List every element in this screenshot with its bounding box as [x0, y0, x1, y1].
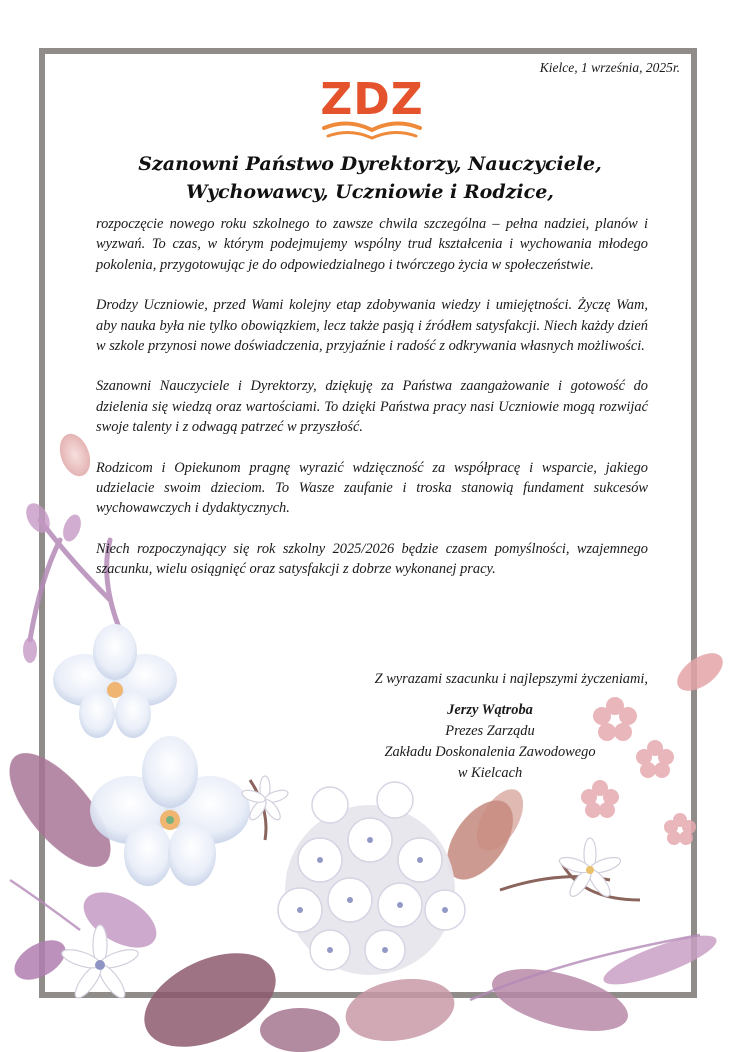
closing-line: Z wyrazami szacunku i najlepszymi życzeniami,: [374, 671, 648, 687]
logo-text: ZDZ: [320, 74, 424, 125]
paragraph-1: rozpoczęcie nowego roku szkolnego to zawsze chwila szczególna – pełna nadziei, planów i wyzwań. To czas, w którym podejmujemy wspólny trud kształcenia i wychowania młodego pokolenia, przygotowując je do odpowiedzialnego i twórczego życia w społeczeństwie.: [96, 216, 648, 273]
greeting: [120, 150, 620, 206]
paragraph-3: Szanowni Nauczyciele i Dyrektorzy, dziękuję za Państwa zaangażowanie i gotowość do dzielenia się wiedzą oraz wartościami. To dzięki Państwa pracy nasi Uczniowie mogą rozwijać swoje talenty i z odwagą patrzeć w przyszłość.: [96, 378, 648, 436]
zdz-logo: [318, 74, 426, 146]
signatory-organization: Zakładu Doskonalenia Zawodowego: [384, 744, 596, 760]
greeting-line-1: Szanowni Państwo Dyrektorzy, Nauczyciele,: [138, 153, 602, 175]
greeting-line-2: Wychowawcy, Uczniowie i Rodzice,: [186, 181, 554, 203]
paragraph-4: Rodzicom i Opiekunom pragnę wyrazić wdzięczność za współpracę i wsparcie, jakiego udzielacie swoim dzieciom. To Wasze zaufanie i troska stanowią fundament sukcesów wychowawczych i dydaktycznych.: [96, 459, 648, 517]
letter-body: [96, 214, 648, 600]
date-place: Kielce, 1 września, 2025r.: [539, 60, 680, 75]
paragraph-5: Niech rozpoczynający się rok szkolny 2025/2026 będzie czasem pomyślności, wzajemnego szacunku, wielu osiągnięć oraz satysfakcji z dobrze wykonanej pracy.: [96, 540, 648, 578]
signatory-name: Jerzy Wątroba: [447, 702, 533, 718]
signatory-city: w Kielcach: [457, 765, 523, 781]
paragraph-2: Drodzy Uczniowie, przed Wami kolejny etap zdobywania wiedzy i umiejętności. Życzę Wam, aby nauka była nie tylko obowiązkiem, lecz także pasją i źródłem satysfakcji. Niech każdy dzień w szkole przynosi nowe doświadczenia, przyjaźnie i radość z odkrywania własnych możliwości.: [96, 297, 648, 355]
signature-block: [330, 700, 650, 784]
signatory-title: Prezes Zarządu: [445, 723, 535, 739]
book-icon: [318, 74, 426, 146]
